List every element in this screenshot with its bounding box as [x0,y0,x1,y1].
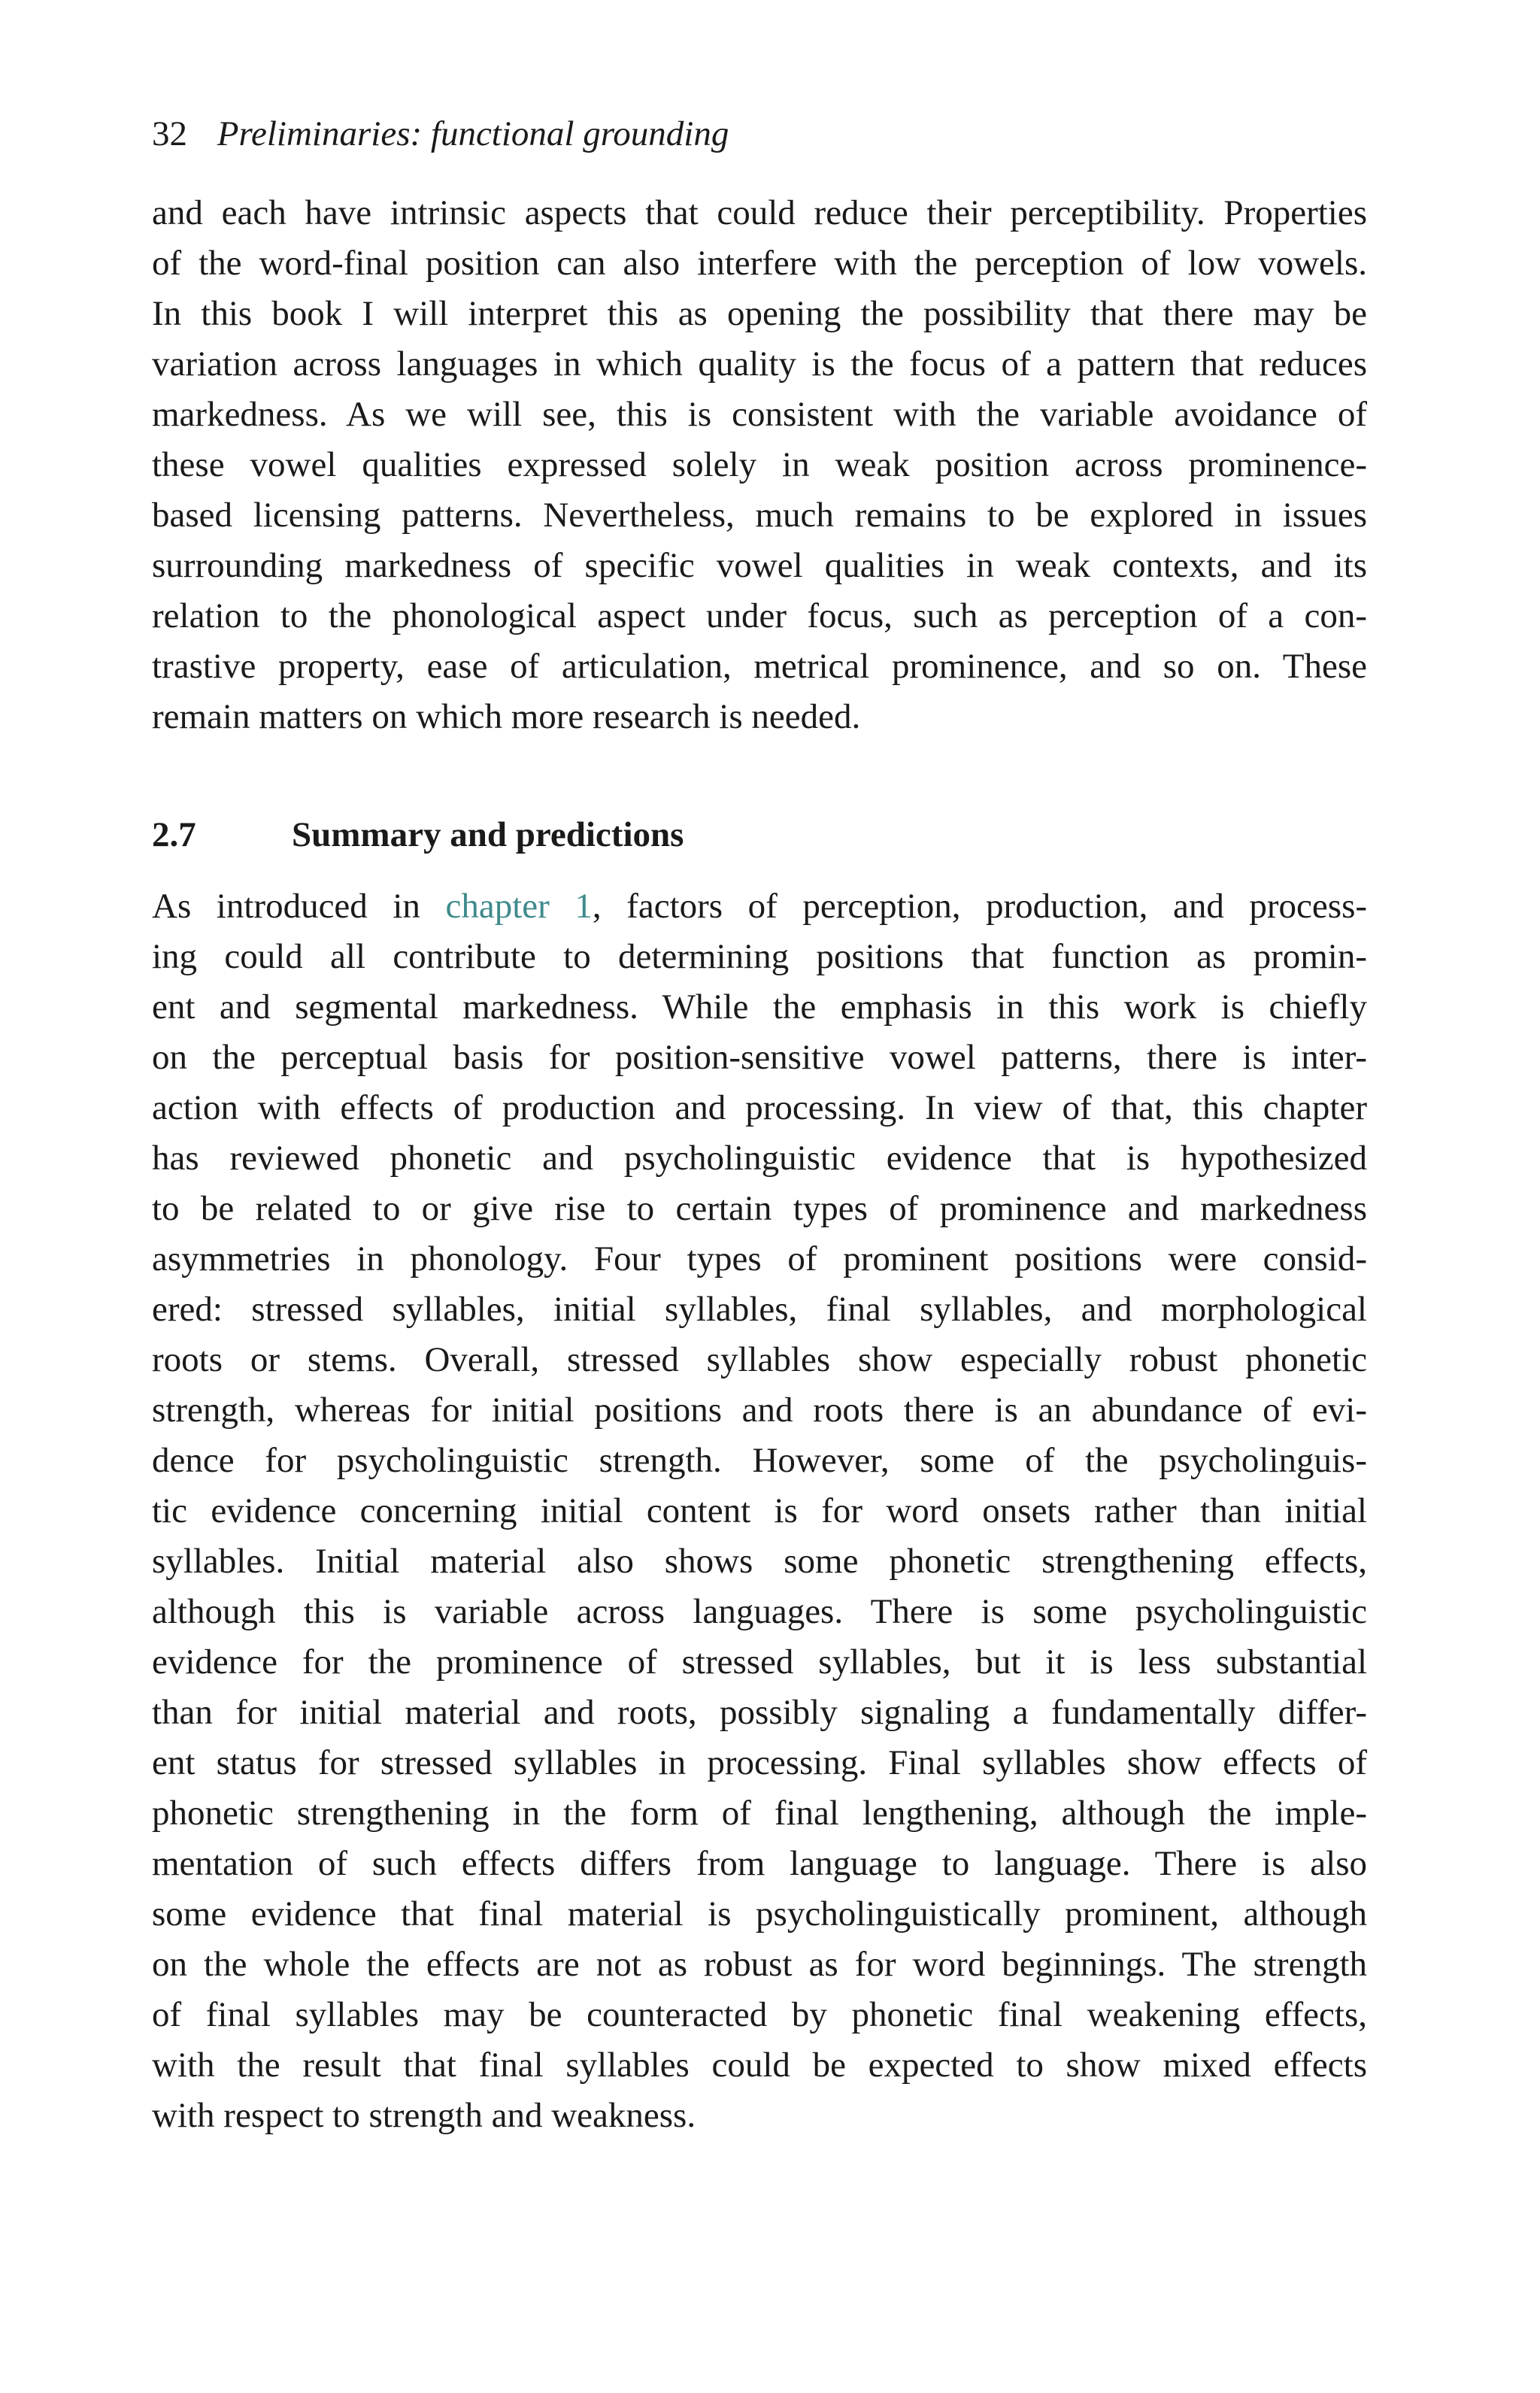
text-line: these vowel qualities expressed solely in weak position across prominence- [152,445,1367,484]
text-line-with-link [152,881,1367,932]
text-line: ent status for stressed syllables in processing. Final syllables show effects of [152,1743,1367,1782]
text-line: of the word-final position can also interfere with the perception of low vowels. [152,244,1367,283]
page-number: 32 [152,114,187,153]
text-line: to be related to or give rise to certain types of prominence and markedness [152,1189,1367,1228]
text-line: strength, whereas for initial positions and roots there is an abundance of evi- [152,1391,1367,1430]
text-line: roots or stems. Overall, stressed syllables show especially robust phonetic [152,1340,1367,1379]
text-line: has reviewed phonetic and psycholinguistic evidence that is hypothesized [152,1139,1367,1178]
text-line: with respect to strength and weakness. [152,2096,696,2135]
text-line: based licensing patterns. Nevertheless, much remains to be explored in issues [152,496,1367,535]
text-line: on the perceptual basis for position-sensitive vowel patterns, there is inter- [152,1038,1367,1077]
text-line: although this is variable across languages. There is some psycholinguistic [152,1592,1367,1631]
text-line: ing could all contribute to determining positions that function as promin- [152,937,1367,976]
paragraph-summary [152,881,1367,2141]
section-title: Summary and predictions [292,815,684,854]
text-line: dence for psycholinguistic strength. However, some of the psycholinguis- [152,1441,1367,1480]
text-line: phonetic strengthening in the form of final lengthening, although the imple- [152,1794,1367,1833]
running-title: Preliminaries: functional grounding [217,114,729,153]
text-line: evidence for the prominence of stressed syllables, but it is less substantial [152,1642,1367,1682]
text-line: syllables. Initial material also shows some phonetic strengthening effects, [152,1542,1367,1581]
text-line: action with effects of production and processing. In view of that, this chapter [152,1088,1367,1127]
text-line: and each have intrinsic aspects that could reduce their perceptibility. Properties [152,193,1367,232]
book-page [152,111,1367,2141]
text-line: ered: stressed syllables, initial syllables, final syllables, and morphological [152,1290,1367,1329]
text-line: on the whole the effects are not as robust as for word beginnings. The strength [152,1945,1367,1984]
text-line: some evidence that final material is psycholinguistically prominent, although [152,1894,1367,1934]
chapter-cross-reference-link[interactable]: chapter 1 [445,887,593,926]
text-line: tic evidence concerning initial content is for word onsets rather than initial [152,1491,1367,1530]
running-head [152,111,1367,156]
text-line: ent and segmental markedness. While the emphasis in this work is chiefly [152,987,1367,1027]
text-line: relation to the phonological aspect under focus, such as perception of a con- [152,596,1367,635]
text-line: than for initial material and roots, possibly signaling a fundamentally differ- [152,1693,1367,1732]
section-heading [152,812,1367,857]
text-line: surrounding markedness of specific vowel qualities in weak contexts, and its [152,546,1367,585]
section-number: 2.7 [152,815,196,854]
text-fragment: As introduced in [152,887,446,926]
text-fragment: , factors of perception, production, and process- [592,887,1368,926]
text-line: of final syllables may be counteracted by phonetic final weakening effects, [152,1995,1367,2034]
text-line: In this book I will interpret this as opening the possibility that there may be [152,294,1367,333]
text-line: with the result that final syllables could be expected to show mixed effects [152,2046,1367,2085]
paragraph-continued [152,188,1367,742]
text-line: remain matters on which more research is needed. [152,697,861,736]
text-line: variation across languages in which quality is the focus of a pattern that reduces [152,344,1367,384]
text-line: mentation of such effects differs from language to language. There is also [152,1844,1367,1883]
text-line: asymmetries in phonology. Four types of prominent positions were consid- [152,1239,1367,1278]
text-line: markedness. As we will see, this is consistent with the variable avoidance of [152,395,1367,434]
text-line: trastive property, ease of articulation, metrical prominence, and so on. These [152,647,1367,686]
